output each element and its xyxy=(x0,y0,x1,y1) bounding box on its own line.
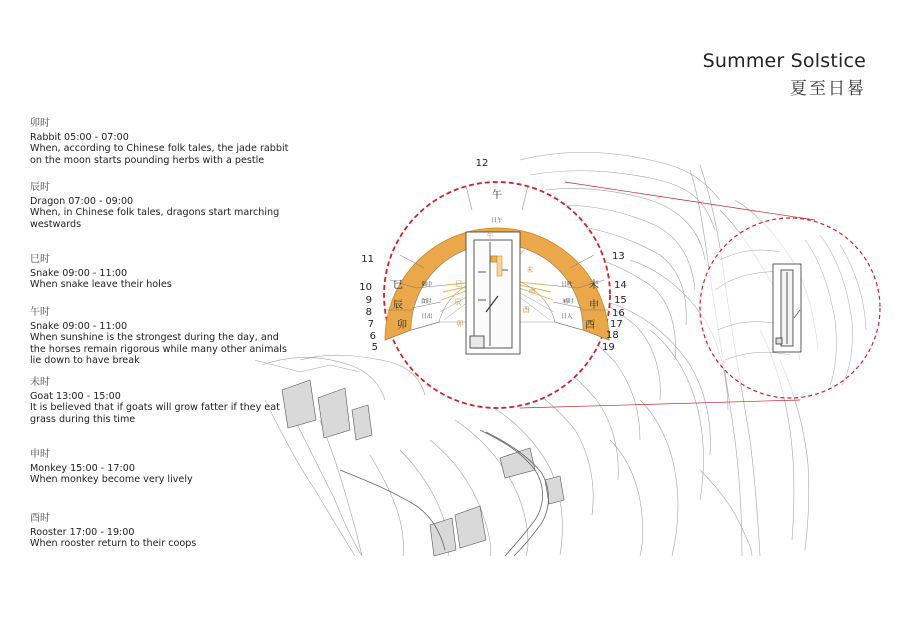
hour-number-16: 16 xyxy=(612,308,625,319)
hour-number-9: 9 xyxy=(365,295,372,306)
ring-glyph-right-1: 未 xyxy=(589,280,599,291)
hour-number-15: 15 xyxy=(614,295,627,306)
legend-period-name: Dragon 07:00 - 09:00 xyxy=(30,195,134,207)
central-building-plan xyxy=(466,232,520,354)
legend-period-name: Goat 13:00 - 15:00 xyxy=(30,390,121,402)
legend-period-desc: When snake leave their holes xyxy=(30,279,172,291)
inner-label-left-2: 食时 xyxy=(420,299,432,305)
center-glyph-right-1: 未 xyxy=(526,266,534,274)
center-glyph-left-2: 巳 xyxy=(455,280,463,288)
legend-period-zh: 酉时 xyxy=(30,513,50,524)
legend-period-zh: 辰时 xyxy=(30,182,50,193)
center-glyph-left-1: 午 xyxy=(486,232,494,240)
hour-number-10: 10 xyxy=(359,282,372,293)
legend-period-zh: 申时 xyxy=(30,449,50,460)
legend-period-desc: When rooster return to their coops xyxy=(30,538,197,550)
legend-period-desc: It is believed that if goats will grow fatter if they eat grass during this time xyxy=(30,402,280,425)
ring-glyph-left-2: 辰 xyxy=(393,300,403,311)
hour-number-13: 13 xyxy=(612,251,625,262)
ring-glyph-top: 午 xyxy=(492,190,502,201)
inner-label-right-3: 日入 xyxy=(561,314,573,320)
hour-number-18: 18 xyxy=(606,330,619,341)
legend-period-name: Monkey 15:00 - 17:00 xyxy=(30,462,135,474)
legend-period-desc: When sunshine is the strongest during the day, and the horses remain rigorous while many other animals lie down to have break xyxy=(30,332,287,367)
hour-number-6: 6 xyxy=(369,331,376,342)
legend-period-zh: 未时 xyxy=(30,377,50,388)
legend-period-name: Rooster 17:00 - 19:00 xyxy=(30,526,135,538)
legend-period-name: Snake 09:00 - 11:00 xyxy=(30,320,128,332)
site-buildings xyxy=(282,380,564,556)
legend-period-name: Rabbit 05:00 - 07:00 xyxy=(30,131,129,143)
sundial-main xyxy=(359,158,626,408)
inner-label-right-2: 晡时 xyxy=(562,299,574,305)
hour-number-7: 7 xyxy=(367,319,374,330)
hour-number-8: 8 xyxy=(365,307,372,318)
hour-number-5: 5 xyxy=(371,342,378,353)
hour-number-14: 14 xyxy=(614,280,627,291)
inner-label-right-1: 日昳 xyxy=(561,282,573,288)
ring-glyph-left-1: 巳 xyxy=(393,280,403,291)
inner-label-left-3: 日出 xyxy=(421,314,433,320)
legend-period-desc: When monkey become very lively xyxy=(30,474,193,486)
hour-number-11: 11 xyxy=(361,254,374,265)
legend-period-zh: 午时 xyxy=(30,307,50,318)
center-glyph-right-2: 申 xyxy=(528,288,536,296)
center-glyph-left-3: 辰 xyxy=(454,298,462,306)
hour-number-19: 19 xyxy=(602,342,615,353)
legend-period-desc: When, according to Chinese folk tales, the jade rabbit on the moon starts pounding herbs with a pestle xyxy=(30,143,289,166)
detail-zoom-circle xyxy=(700,218,880,398)
legend-period-desc: When, in Chinese folk tales, dragons start marching westwards xyxy=(30,207,280,230)
ring-glyph-right-2: 申 xyxy=(589,300,599,311)
hour-number-12: 12 xyxy=(475,158,489,169)
inner-label-left-1: 隅中 xyxy=(421,282,433,288)
center-glyph-left-4: 卯 xyxy=(456,320,464,328)
center-glyph-right-3: 酉 xyxy=(522,306,530,314)
legend-period-zh: 卯时 xyxy=(30,118,50,129)
legend-period-zh: 巳时 xyxy=(30,254,50,265)
hour-number-17: 17 xyxy=(610,319,623,330)
ring-glyph-left-3: 卯 xyxy=(397,320,407,331)
legend-period-name: Snake 09:00 - 11:00 xyxy=(30,267,128,279)
title-chinese: 夏至日晷 xyxy=(790,79,866,99)
title-english: Summer Solstice xyxy=(702,50,866,72)
detail-building-plan xyxy=(773,264,801,352)
inner-label-top: 日午 xyxy=(491,218,503,224)
ring-glyph-right-3: 酉 xyxy=(585,320,595,331)
